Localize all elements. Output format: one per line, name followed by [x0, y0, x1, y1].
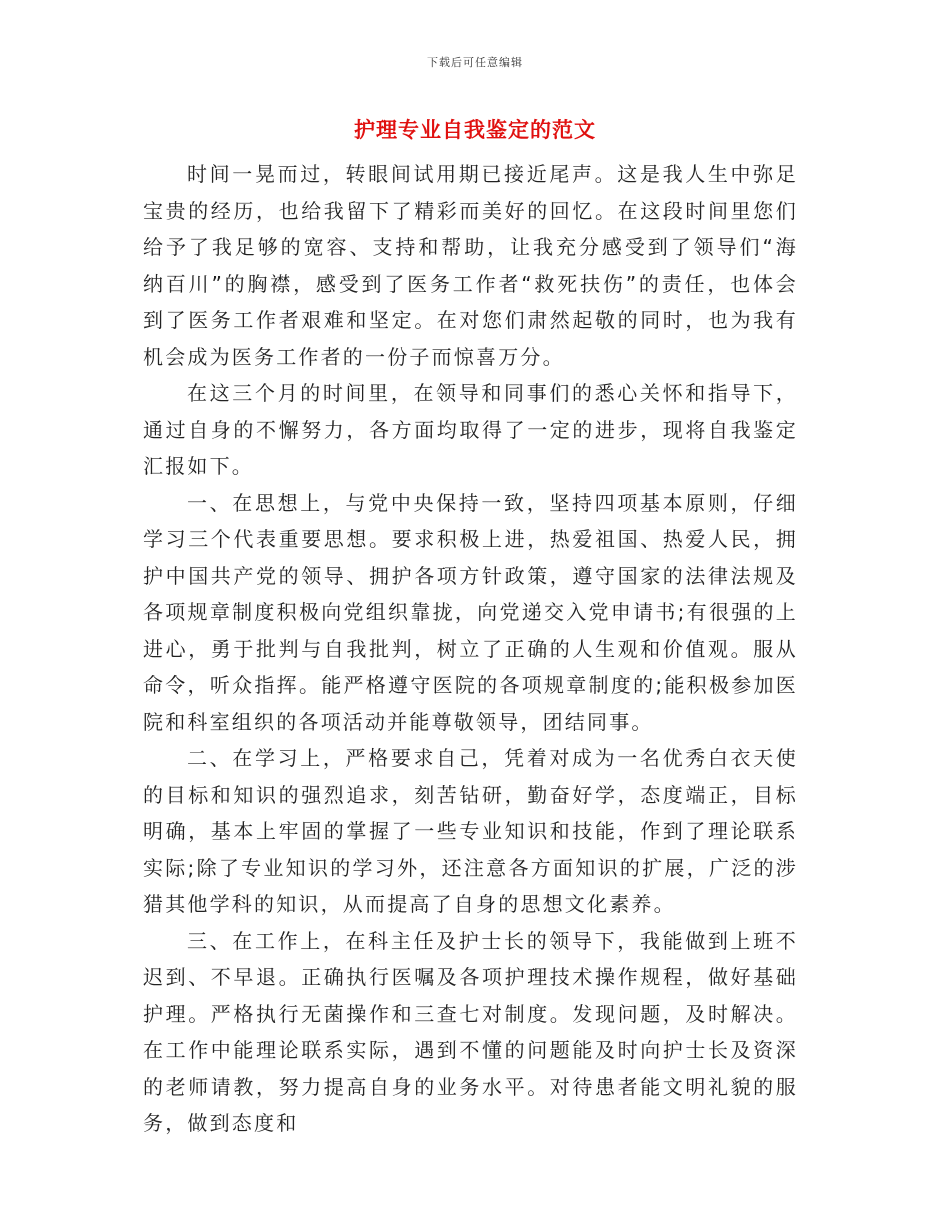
paragraph-ideology: 一、在思想上，与党中央保持一致，坚持四项基本原则，仔细学习三个代表重要思想。要求积极上进，热爱祖国、热爱人民，拥护中国共产党的领导、拥护各项方针政策，遵守国家的法律法规及各项规章制度积极向党组织靠拢，向党递交入党申请书;有很强的上进心，勇于批判与自我批判，树立了正确的人生观和价值观。服从命令，听众指挥。能严格遵守医院的各项规章制度的;能积极参加医院和科室组织的各项活动并能尊敬领导，团结同事。	[143, 490, 798, 734]
document-body	[143, 156, 798, 1142]
paragraph-intro: 时间一晃而过，转眼间试用期已接近尾声。这是我人生中弥足宝贵的经历，也给我留下了精彩而美好的回忆。在这段时间里您们给予了我足够的宽容、支持和帮助，让我充分感受到了领导们“海纳百川”的胸襟，感受到了医务工作者“救死扶伤”的责任，也体会到了医务工作者艰难和坚定。在对您们肃然起敬的同时，也为我有机会成为医务工作者的一份子而惊喜万分。	[143, 162, 798, 369]
page-header-note: 下载后可任意编辑	[427, 56, 523, 69]
paragraph-summary-lead: 在这三个月的时间里，在领导和同事们的悉心关怀和指导下，通过自身的不懈努力，各方面均取得了一定的进步，现将自我鉴定汇报如下。	[143, 381, 798, 478]
paragraph-study: 二、在学习上，严格要求自己，凭着对成为一名优秀白衣天使的目标和知识的强烈追求，刻苦钻研，勤奋好学，态度端正，目标明确，基本上牢固的掌握了一些专业知识和技能，作到了理论联系实际;除了专业知识的学习外，还注意各方面知识的扩展，广泛的涉猎其他学科的知识，从而提高了自身的思想文化素养。	[143, 746, 798, 916]
document-title: 护理专业自我鉴定的范文	[354, 118, 596, 142]
paragraph-work: 三、在工作上，在科主任及护士长的领导下，我能做到上班不迟到、不早退。正确执行医嘱及各项护理技术操作规程，做好基础护理。严格执行无菌操作和三查七对制度。发现问题，及时解决。在工作中能理论联系实际，遇到不懂的问题能及时向护士长及资深的老师请教，努力提高自身的业务水平。对待患者能文明礼貌的服务，做到态度和	[143, 928, 798, 1135]
